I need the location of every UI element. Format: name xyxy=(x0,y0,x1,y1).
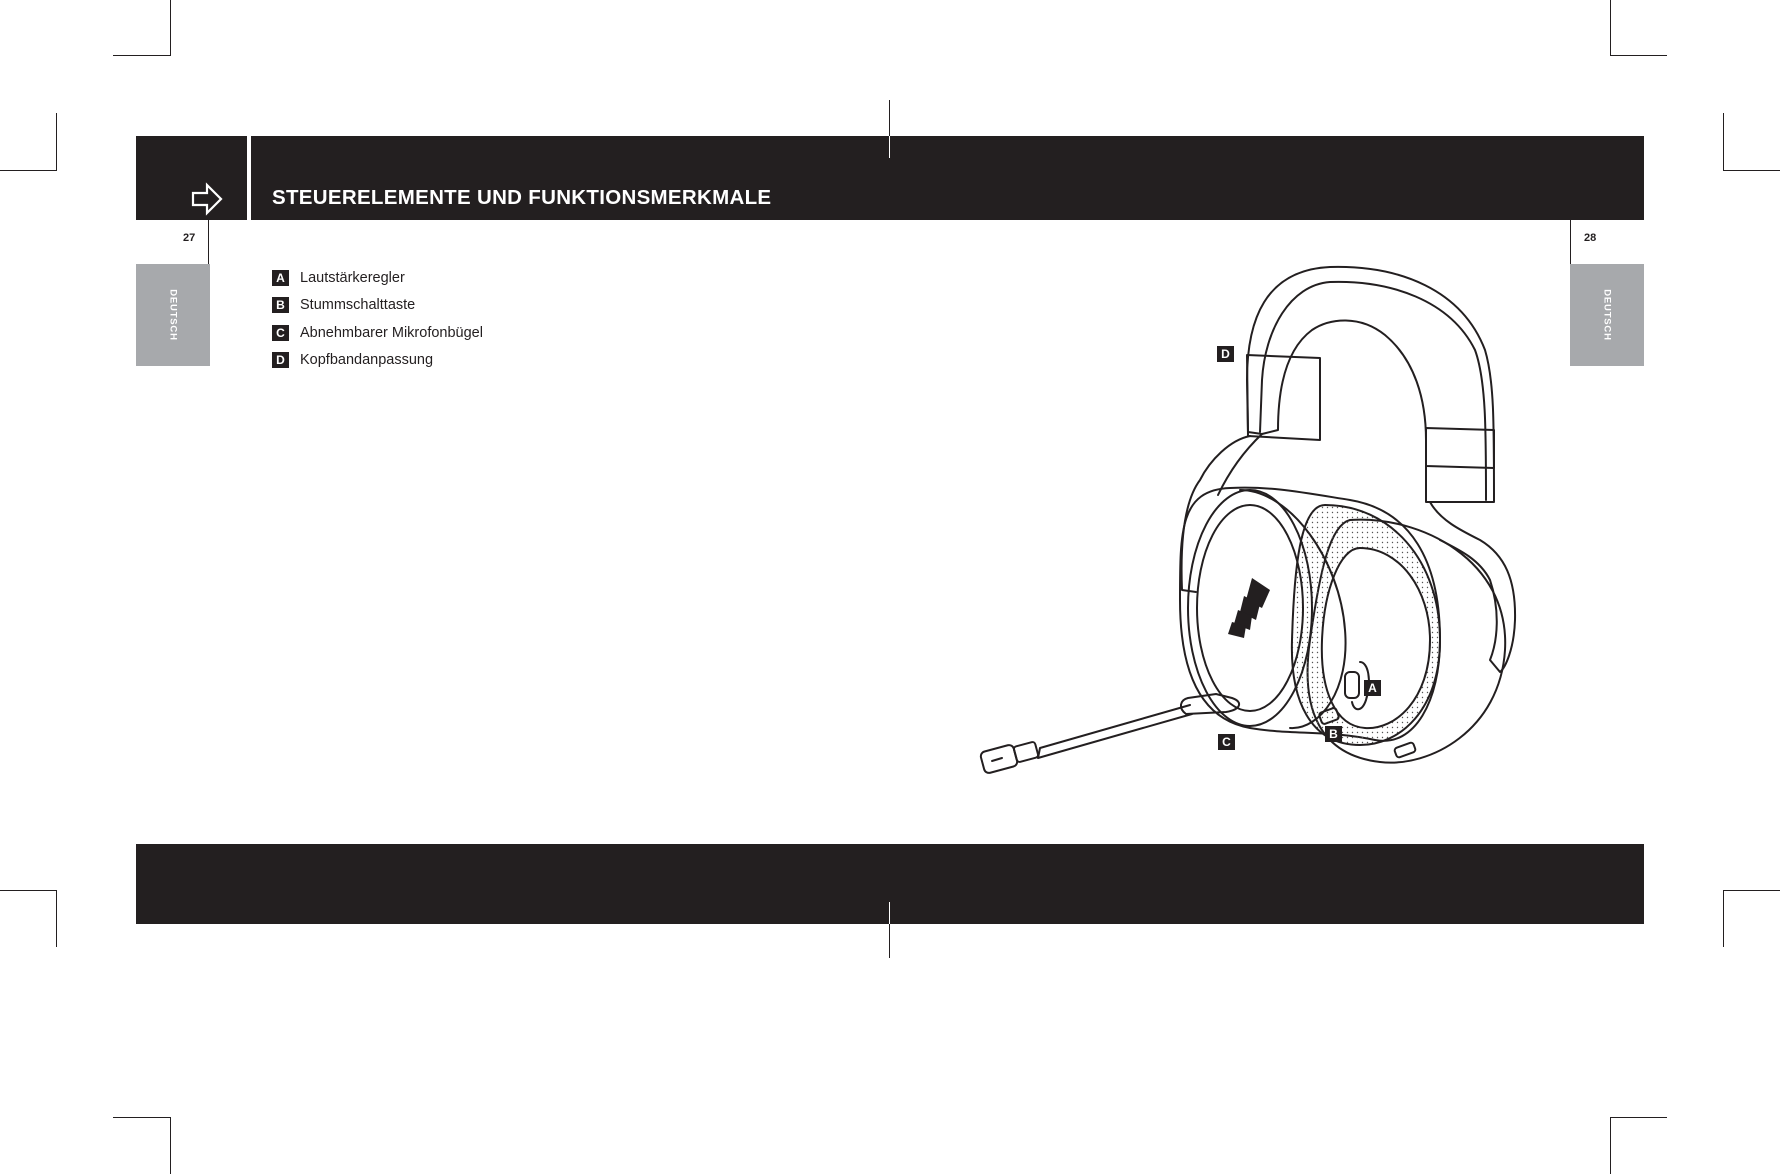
legend-item xyxy=(272,292,483,320)
callout-c: C xyxy=(1218,734,1235,750)
legend-letter-badge: C xyxy=(272,325,289,341)
legend-label: Stummschalttaste xyxy=(300,297,416,314)
crop-mark xyxy=(1610,1117,1611,1174)
crop-mark xyxy=(170,1117,171,1174)
crop-mark xyxy=(1723,890,1724,947)
fold-gap xyxy=(889,136,890,158)
legend-letter-badge: D xyxy=(272,352,289,368)
legend xyxy=(272,264,483,374)
legend-letter-badge: B xyxy=(272,297,289,313)
fold-gap xyxy=(889,902,890,924)
legend-item xyxy=(272,347,483,375)
side-rule xyxy=(1570,220,1571,264)
legend-label: Lautstärkeregler xyxy=(300,269,405,286)
footer-bar xyxy=(136,844,1644,924)
language-tab-right xyxy=(1570,264,1644,366)
language-label: DEUTSCH xyxy=(167,289,179,341)
crop-mark xyxy=(1723,170,1780,171)
crop-mark xyxy=(1610,1117,1667,1118)
page-number-right: 28 xyxy=(1584,232,1597,244)
crop-mark xyxy=(170,0,171,56)
legend-label: Abnehmbarer Mikrofonbügel xyxy=(300,324,483,341)
crop-mark xyxy=(1610,55,1667,56)
language-label: DEUTSCH xyxy=(1601,289,1613,341)
crop-mark xyxy=(1723,113,1724,170)
side-rule xyxy=(208,220,209,264)
crop-mark xyxy=(0,890,57,891)
crop-mark xyxy=(113,55,171,56)
legend-item xyxy=(272,319,483,347)
crop-mark xyxy=(1610,0,1611,56)
legend-item xyxy=(272,264,483,292)
crop-mark xyxy=(56,890,57,947)
crop-mark xyxy=(1723,890,1780,891)
crop-mark xyxy=(56,113,57,170)
page-title: STEUERELEMENTE UND FUNKTIONSMERKMALE xyxy=(272,186,772,209)
callout-b: B xyxy=(1325,726,1342,742)
legend-label: Kopfbandanpassung xyxy=(300,352,434,369)
page-number-left: 27 xyxy=(183,232,196,244)
callout-d: D xyxy=(1217,346,1234,362)
legend-letter-badge: A xyxy=(272,270,289,286)
language-tab-left xyxy=(136,264,210,366)
crop-mark xyxy=(113,1117,171,1118)
headset-illustration xyxy=(970,255,1530,785)
callout-a: A xyxy=(1364,680,1381,696)
crop-mark xyxy=(0,170,57,171)
brand-logo xyxy=(1228,578,1270,638)
arrow-right-icon xyxy=(190,182,224,216)
